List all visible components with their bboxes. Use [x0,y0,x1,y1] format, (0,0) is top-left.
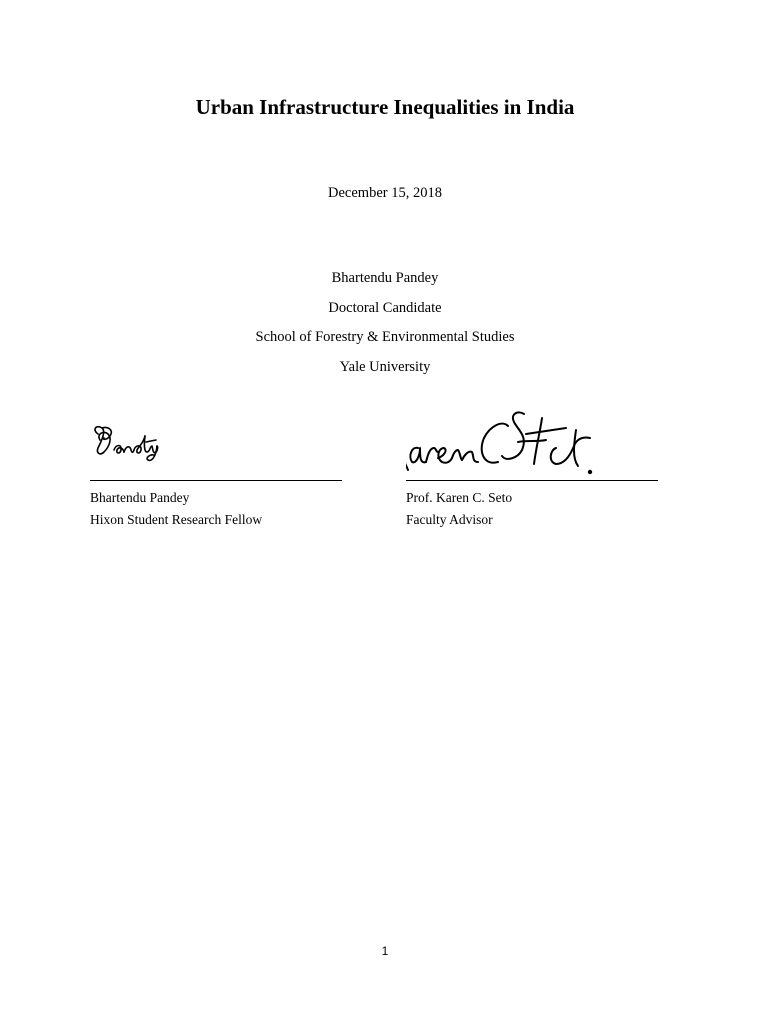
author-school: School of Forestry & Environmental Studies [255,329,515,345]
signatory-role: Faculty Advisor [406,512,493,527]
signature-line [406,480,658,481]
signatory-name: Prof. Karen C. Seto [406,490,513,505]
author-university: Yale University [339,358,431,375]
signatory-name: Bhartendu Pandey [90,490,190,505]
author-position: Doctoral Candidate [328,299,442,316]
document-title: Urban Infrastructure Inequalities in India [195,95,575,119]
signature-block-advisor [406,400,658,540]
handwritten-signature-icon [90,400,342,480]
signature-line [90,480,342,481]
signatory-role: Hixon Student Research Fellow [90,512,263,527]
signature-block-student [90,400,342,540]
page-number: 1 [381,944,389,958]
author-name: Bhartendu Pandey [331,270,439,286]
document-date: December 15, 2018 [328,185,442,201]
handwritten-signature-icon [406,400,658,480]
author-block [0,267,770,385]
